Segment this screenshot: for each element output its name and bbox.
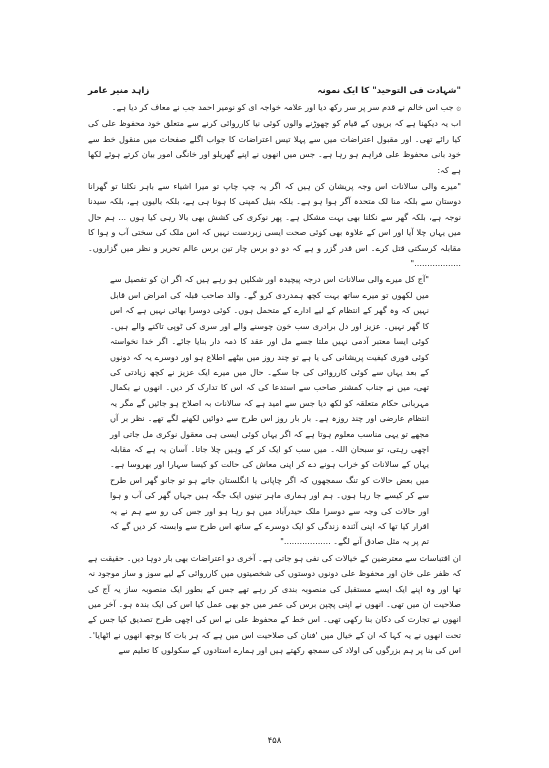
header-title: "شہادت فی التوحید" کا ایک نمونہ (317, 86, 461, 96)
closing-paragraph: ان اقتباسات سے معترضین کے خیالات کی نفی ہو جاتی ہے۔ آخری دو اعتراضات بھی بار دوہا دیں۔ حقیقت ہے کہ ظفر علی خان اور محفوظ علی دونوں دوستوں کی شخصیتوں میں کارروائی کے لیے سوز و ساز موجود نہ تھا اور وہ اپنے ایک ایسے مستقبل کی منصوبہ بندی کر رہے تھے جس کے بطور ایک منصوبہ ساز یہ آج کی صلاحیت ان میں تھی۔ انھوں نے اپنی پچپن برس کی عمر میں جو بھی عمل کیا اس کی ایک بندہ ہو۔ آخر میں انھوں نے تجارت کی دکان بنا رکھی تھی۔ اس خط کے محفوظ علی نے اس کی اچھی طرح تصدیق کیا جس کے تحت انھوں نے یہ کہا کہ ان کے خیال میں 'فنان کی صلاحیت اس میں ہے کہ ہر بات کا بوجھ انھوں نے اٹھایا'۔ اس کی بنا پر ہم بزرگوں کی اولاد کی سمجھ رکھتے ہیں اور ہمارے استادوں کے سکولوں کا تعلیم سے (88, 552, 461, 656)
page-body (88, 100, 461, 656)
page-number: ۴۵۸ (267, 736, 282, 746)
header-author: زاہد منیر عامر (88, 86, 150, 96)
running-header (88, 86, 461, 100)
letter-excerpt-paragraph: "میرے والی سالانات اس وجہ پریشان کن ہیں کہ اگر یہ چپ چاپ تو میرا اشیاء سے باہر نکلنا تو گھرانا دوستان سے بلکہ منا لک متحدہ آگر ہوا ہو ہے۔ بلکہ بنیل کمپنی کا ہونا ہی ہے، بلکہ بالیوں ہے، بلکہ سیدنا نوجہ ہے، بلکہ گھر سے نکلنا بھی بہت مشکل ہے۔ پھر نوکری کی کشش بھی بالا رہی کیا ہوں ... ہم حال میں یہاں چلا آیا اور اس کے علاوہ بھی کوئی صحت ایسی زبردست نہیں کہ اس ملک کی سختی آب و ہوا کا مقابلہ کرسکتی قتل کرے۔ اس قدر گزر و ہے کہ دو دو برس چار تین برس عالم تحریر و نظر میں گزاروں۔ .................." (88, 181, 461, 269)
indented-quotation: "آج کل میرے والی سالانات اس درجہ پیچیدہ اور شکلیں ہو رہے ہیں کہ اگر ان کو تفصیل سے میں لکھوں تو میرے ساتھ بہت کچھ ہمدردی کرو گے۔ والد صاحب قبلہ کی امراض اس قابل نہیں کہ وہ گھر کے انتظام کے لیے ادارے کے متحمل ہوں۔ کوئی دوسرا بھائی نہیں ہے کہ اس کا گھر نہیں۔ عزیز اور دل برادری سب خون چوسنے والے اور سری کی ٹوپی تاکنے والے ہیں۔ کوئی ایسا معتبر آدمی نہیں ملتا جسے مل اور عقد کا ذمہ دار بنایا جائے۔ اگر خدا نخواستہ کوئی فوری کیفیت پریشانی کی یا ہے تو چند روز میں بیٹھے اطلاع ہو اور دوسرے یہ کہ دونوں کے بعد یہاں سے کوئی کارروائی کی جا سکے۔ حال میں میرے ایک عزیز نے کچھ زیادتی کی تھی، میں نے جناب کمشنر صاحب سے استدعا کی کہ اس کا تدارک کر دیں۔ انھوں نے بکمال مہربانی حکام متعلقہ کو لکھ دیا جس سے امید ہے کہ سالانات بہ اصلاح ہو جائیں گے مگر یہ انتظام عارضی اور چند روزہ ہے۔ بار بار روز اس طرح سے دوائیں لکھنے لگے تھے۔ نظر بر آں مجھے تو یہی مناسب معلوم ہوتا ہے کہ اگر یہاں کوئی ایسی ہی معقول نوکری مل جاتی اور اچھی رہتی، تو سبحان اللہ۔ میں سب کو ایک کر کے وہیں چلا جاتا۔ آسان یہ ہے کہ مقابلہ یہاں کے سالانات کو خراب ہونے دے کر اپنی معاش کی حالت کو کیسا سہارا اور بھروسا ہے۔ میں بعض حالات کو تنگ سمجھوں کہ اگر چاپانی یا انگلستان جاتے ہو تو جانو گھر اس طرح سے کر کیسے جا رہا ہوں۔ ہم اور ہماری ماہر تینوں ایک جگہ ہیں جہاں گھر کی آب و ہوا اور حالات کی وجہ سے دوسرا ملک حیدرآباد میں ہو رہا ہو اور جس کی رو سے ہم نے یہ اقرار کیا تھا کہ اپنی آئندہ زندگی کو ایک دوسرے کے ساتھ اس طرح سے وابستہ کر دیں گے کہ تم پر یہ مثل صادق آنے لگے۔ .................." (110, 274, 429, 547)
opening-line: ۞ جب اس خالم نے قدم سر پر سر رکھ دیا اور علامہ خواجہ ای کو نومیر احمد جب نے معاف کر دیا ہے۔ (111, 102, 461, 112)
body-paragraph: اب یہ دیکھنا ہے کہ بریوں کے قیام کو چھوڑنے والوں کوئی نیا کارروائی کرنے سے متعلق خود محفوظ علی کی کیا رائے تھی۔ اور مقبول اعتراضات میں سے پہلا تیس اعتراضات کا جواب اگلے صفحات میں منقول خط سے خود بانی محفوظ علی فراہم ہو رہا ہے۔ جس میں انھوں نے اپنے گھریلو اور خانگی امور بیان کرتے ہوئے لکھا ہے کہ: (88, 118, 461, 175)
